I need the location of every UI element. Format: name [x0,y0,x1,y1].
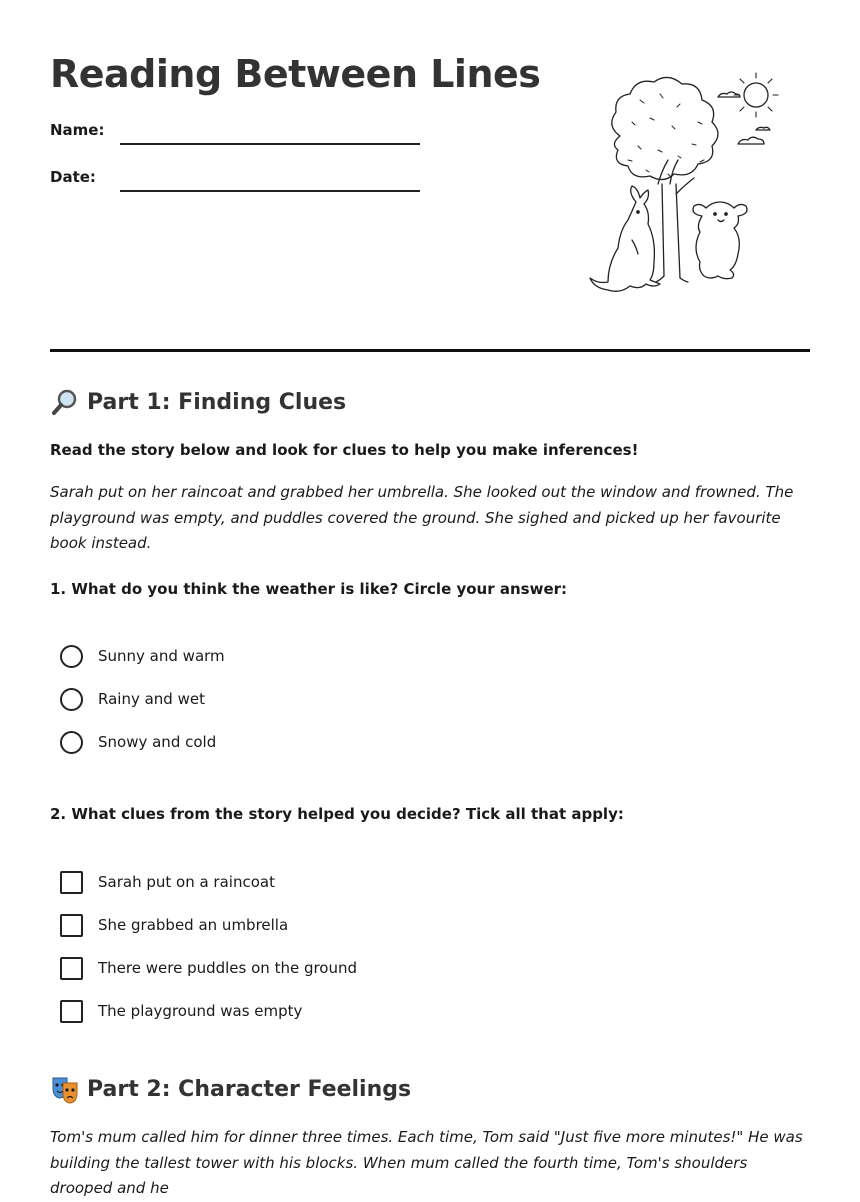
checkbox[interactable] [60,957,83,980]
radio-circle[interactable] [60,688,83,711]
part1-story: Sarah put on her raincoat and grabbed her umbrella. She looked out the window and frowned. The playground was empty, and puddles covered the ground. She sighed and picked up her favourite book instead. [50,483,794,552]
q2-option[interactable] [60,912,288,938]
q1-option-label: Rainy and wet [98,690,205,708]
part1-heading-text: Part 1: Finding Clues [87,389,347,415]
part2-heading [50,1074,411,1104]
worksheet-page [50,0,810,1197]
page-title: Reading Between Lines [50,52,541,96]
q1-option-label: Snowy and cold [98,733,217,751]
magnifying-glass-icon [50,387,80,417]
date-field[interactable] [120,190,420,192]
part2-story: Tom's mum called him for dinner three times. Each time, Tom said "Just five more minutes!" He was building the tallest tower with his blocks. When mum called the fourth time, Tom's shoulders drooped and he [50,1128,803,1197]
q1-option[interactable] [60,729,216,755]
name-field[interactable] [120,143,420,145]
part1-instruction: Read the story below and look for clues to help you make inferences! [50,441,639,459]
radio-circle[interactable] [60,645,83,668]
q2-option[interactable] [60,998,302,1024]
q2-option-label: There were puddles on the ground [98,959,358,977]
date-label: Date: [50,168,96,186]
tree-kangaroo-koala-illustration-icon [580,64,785,304]
header-divider [50,349,810,352]
checkbox[interactable] [60,1000,83,1023]
question-1: 1. What do you think the weather is like? Circle your answer: [50,580,568,598]
checkbox[interactable] [60,871,83,894]
radio-circle[interactable] [60,731,83,754]
q1-option[interactable] [60,643,225,669]
q2-option-label: She grabbed an umbrella [98,916,289,934]
q1-option-label: Sunny and warm [98,647,225,665]
q2-option[interactable] [60,955,357,981]
checkbox[interactable] [60,914,83,937]
q1-option[interactable] [60,686,205,712]
question-2: 2. What clues from the story helped you decide? Tick all that apply: [50,805,624,823]
name-label: Name: [50,121,105,139]
theatre-masks-icon [50,1074,80,1104]
q2-option-label: The playground was empty [98,1002,303,1020]
part2-heading-text: Part 2: Character Feelings [87,1076,412,1102]
part1-heading [50,387,346,417]
q2-option-label: Sarah put on a raincoat [98,873,275,891]
q2-option[interactable] [60,869,275,895]
